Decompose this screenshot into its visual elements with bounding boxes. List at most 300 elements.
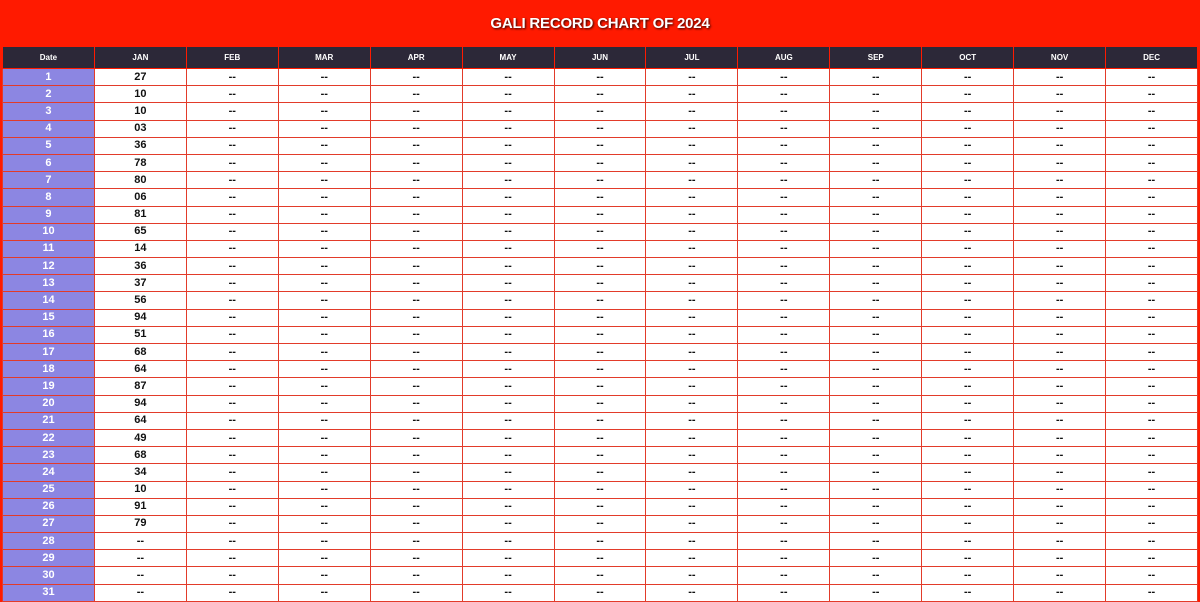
result-cell-feb: --	[186, 498, 278, 515]
table-row	[3, 189, 1198, 206]
result-cell-jul: --	[646, 498, 738, 515]
result-cell-mar: --	[278, 481, 370, 498]
result-cell-mar: --	[278, 172, 370, 189]
table-row	[3, 344, 1198, 361]
result-cell-aug: --	[738, 69, 830, 86]
result-cell-dec: --	[1106, 223, 1198, 240]
result-cell-may: --	[462, 223, 554, 240]
result-cell-may: --	[462, 275, 554, 292]
result-cell-oct: --	[922, 137, 1014, 154]
table-row	[3, 258, 1198, 275]
column-header-dec: DEC	[1106, 47, 1198, 69]
result-cell-jan: 65	[94, 223, 186, 240]
table-row	[3, 69, 1198, 86]
result-cell-may: --	[462, 412, 554, 429]
result-cell-feb: --	[186, 309, 278, 326]
result-cell-sep: --	[830, 515, 922, 532]
result-cell-sep: --	[830, 481, 922, 498]
result-cell-nov: --	[1014, 189, 1106, 206]
result-cell-oct: --	[922, 309, 1014, 326]
result-cell-jan: 80	[94, 172, 186, 189]
column-header-jan: JAN	[94, 47, 186, 69]
result-cell-aug: --	[738, 86, 830, 103]
result-cell-apr: --	[370, 550, 462, 567]
result-cell-oct: --	[922, 172, 1014, 189]
column-header-mar: MAR	[278, 47, 370, 69]
table-row	[3, 584, 1198, 601]
date-cell: 19	[3, 378, 95, 395]
result-cell-apr: --	[370, 120, 462, 137]
table-row	[3, 378, 1198, 395]
result-cell-jan: 78	[94, 154, 186, 171]
result-cell-jul: --	[646, 120, 738, 137]
result-cell-feb: --	[186, 258, 278, 275]
date-cell: 7	[3, 172, 95, 189]
result-cell-mar: --	[278, 344, 370, 361]
result-cell-aug: --	[738, 326, 830, 343]
result-cell-jul: --	[646, 412, 738, 429]
result-cell-may: --	[462, 69, 554, 86]
result-cell-nov: --	[1014, 309, 1106, 326]
result-cell-jul: --	[646, 464, 738, 481]
result-cell-oct: --	[922, 223, 1014, 240]
result-cell-mar: --	[278, 395, 370, 412]
table-row	[3, 533, 1198, 550]
result-cell-nov: --	[1014, 395, 1106, 412]
result-cell-dec: --	[1106, 309, 1198, 326]
result-cell-jun: --	[554, 223, 646, 240]
result-cell-jan: 81	[94, 206, 186, 223]
result-cell-jul: --	[646, 189, 738, 206]
result-cell-sep: --	[830, 240, 922, 257]
result-cell-mar: --	[278, 154, 370, 171]
result-cell-feb: --	[186, 412, 278, 429]
result-cell-dec: --	[1106, 361, 1198, 378]
date-cell: 22	[3, 429, 95, 446]
result-cell-nov: --	[1014, 550, 1106, 567]
result-cell-oct: --	[922, 481, 1014, 498]
result-cell-feb: --	[186, 429, 278, 446]
result-cell-apr: --	[370, 275, 462, 292]
result-cell-sep: --	[830, 292, 922, 309]
result-cell-jun: --	[554, 309, 646, 326]
result-cell-nov: --	[1014, 69, 1106, 86]
result-cell-may: --	[462, 137, 554, 154]
result-cell-nov: --	[1014, 258, 1106, 275]
result-cell-feb: --	[186, 275, 278, 292]
table-row	[3, 498, 1198, 515]
result-cell-apr: --	[370, 447, 462, 464]
result-cell-jan: 10	[94, 103, 186, 120]
result-cell-jan: 03	[94, 120, 186, 137]
date-cell: 24	[3, 464, 95, 481]
result-cell-may: --	[462, 120, 554, 137]
result-cell-jan: 10	[94, 481, 186, 498]
result-cell-aug: --	[738, 154, 830, 171]
result-cell-aug: --	[738, 412, 830, 429]
result-cell-mar: --	[278, 240, 370, 257]
result-cell-dec: --	[1106, 292, 1198, 309]
result-cell-mar: --	[278, 498, 370, 515]
result-cell-sep: --	[830, 309, 922, 326]
table-row	[3, 103, 1198, 120]
result-cell-dec: --	[1106, 120, 1198, 137]
result-cell-nov: --	[1014, 275, 1106, 292]
result-cell-feb: --	[186, 103, 278, 120]
result-cell-oct: --	[922, 412, 1014, 429]
result-cell-feb: --	[186, 206, 278, 223]
result-cell-jul: --	[646, 154, 738, 171]
result-cell-apr: --	[370, 223, 462, 240]
result-cell-apr: --	[370, 154, 462, 171]
result-cell-oct: --	[922, 515, 1014, 532]
result-cell-apr: --	[370, 292, 462, 309]
result-cell-jun: --	[554, 206, 646, 223]
result-cell-feb: --	[186, 533, 278, 550]
result-cell-jun: --	[554, 498, 646, 515]
result-cell-jan: 79	[94, 515, 186, 532]
result-cell-apr: --	[370, 515, 462, 532]
result-cell-sep: --	[830, 86, 922, 103]
date-cell: 17	[3, 344, 95, 361]
result-cell-dec: --	[1106, 498, 1198, 515]
result-cell-feb: --	[186, 240, 278, 257]
result-cell-oct: --	[922, 275, 1014, 292]
result-cell-jan: 91	[94, 498, 186, 515]
result-cell-jun: --	[554, 292, 646, 309]
table-row	[3, 223, 1198, 240]
result-cell-aug: --	[738, 292, 830, 309]
result-cell-jun: --	[554, 258, 646, 275]
result-cell-feb: --	[186, 344, 278, 361]
result-cell-dec: --	[1106, 481, 1198, 498]
result-cell-feb: --	[186, 326, 278, 343]
column-header-date: Date	[3, 47, 95, 69]
result-cell-jul: --	[646, 258, 738, 275]
result-cell-jun: --	[554, 154, 646, 171]
result-cell-oct: --	[922, 498, 1014, 515]
result-cell-jul: --	[646, 395, 738, 412]
result-cell-feb: --	[186, 69, 278, 86]
table-row	[3, 137, 1198, 154]
result-cell-sep: --	[830, 412, 922, 429]
result-cell-apr: --	[370, 69, 462, 86]
result-cell-mar: --	[278, 567, 370, 584]
result-cell-dec: --	[1106, 206, 1198, 223]
result-cell-may: --	[462, 481, 554, 498]
table-row	[3, 120, 1198, 137]
result-cell-may: --	[462, 309, 554, 326]
result-cell-jun: --	[554, 429, 646, 446]
result-cell-may: --	[462, 258, 554, 275]
result-cell-nov: --	[1014, 584, 1106, 601]
result-cell-sep: --	[830, 275, 922, 292]
result-cell-aug: --	[738, 189, 830, 206]
result-cell-dec: --	[1106, 412, 1198, 429]
result-cell-may: --	[462, 361, 554, 378]
table-row	[3, 429, 1198, 446]
result-cell-jan: 94	[94, 309, 186, 326]
result-cell-feb: --	[186, 515, 278, 532]
result-cell-feb: --	[186, 378, 278, 395]
result-cell-oct: --	[922, 567, 1014, 584]
result-cell-feb: --	[186, 361, 278, 378]
result-cell-mar: --	[278, 69, 370, 86]
table-header	[3, 47, 1198, 69]
result-cell-aug: --	[738, 395, 830, 412]
table-row	[3, 309, 1198, 326]
result-cell-jun: --	[554, 275, 646, 292]
result-cell-apr: --	[370, 172, 462, 189]
result-cell-dec: --	[1106, 258, 1198, 275]
date-cell: 14	[3, 292, 95, 309]
result-cell-aug: --	[738, 533, 830, 550]
result-cell-feb: --	[186, 567, 278, 584]
result-cell-apr: --	[370, 395, 462, 412]
result-cell-dec: --	[1106, 533, 1198, 550]
result-cell-mar: --	[278, 292, 370, 309]
result-cell-jan: 36	[94, 258, 186, 275]
result-cell-apr: --	[370, 481, 462, 498]
result-cell-jul: --	[646, 515, 738, 532]
result-cell-apr: --	[370, 533, 462, 550]
result-cell-jan: 87	[94, 378, 186, 395]
result-cell-nov: --	[1014, 429, 1106, 446]
result-cell-nov: --	[1014, 481, 1106, 498]
result-cell-jul: --	[646, 292, 738, 309]
result-cell-aug: --	[738, 309, 830, 326]
result-cell-sep: --	[830, 69, 922, 86]
table-row	[3, 86, 1198, 103]
date-cell: 11	[3, 240, 95, 257]
result-cell-oct: --	[922, 292, 1014, 309]
table-row	[3, 412, 1198, 429]
table-row	[3, 481, 1198, 498]
result-cell-dec: --	[1106, 326, 1198, 343]
result-cell-jun: --	[554, 69, 646, 86]
result-cell-may: --	[462, 584, 554, 601]
result-cell-dec: --	[1106, 86, 1198, 103]
date-cell: 30	[3, 567, 95, 584]
result-cell-apr: --	[370, 240, 462, 257]
result-cell-jan: 64	[94, 361, 186, 378]
result-cell-oct: --	[922, 258, 1014, 275]
result-cell-mar: --	[278, 206, 370, 223]
result-cell-jun: --	[554, 120, 646, 137]
result-cell-dec: --	[1106, 378, 1198, 395]
result-cell-jan: 14	[94, 240, 186, 257]
column-header-oct: OCT	[922, 47, 1014, 69]
result-cell-jan: --	[94, 550, 186, 567]
result-cell-jun: --	[554, 326, 646, 343]
result-cell-sep: --	[830, 172, 922, 189]
result-cell-mar: --	[278, 326, 370, 343]
result-cell-dec: --	[1106, 172, 1198, 189]
result-cell-may: --	[462, 154, 554, 171]
result-cell-nov: --	[1014, 137, 1106, 154]
result-cell-dec: --	[1106, 584, 1198, 601]
result-cell-dec: --	[1106, 275, 1198, 292]
result-cell-apr: --	[370, 498, 462, 515]
result-cell-sep: --	[830, 395, 922, 412]
result-cell-jul: --	[646, 447, 738, 464]
result-cell-sep: --	[830, 550, 922, 567]
table-row	[3, 172, 1198, 189]
result-cell-sep: --	[830, 429, 922, 446]
result-cell-nov: --	[1014, 498, 1106, 515]
result-cell-feb: --	[186, 550, 278, 567]
result-cell-may: --	[462, 550, 554, 567]
result-cell-nov: --	[1014, 172, 1106, 189]
result-cell-apr: --	[370, 137, 462, 154]
date-cell: 27	[3, 515, 95, 532]
result-cell-nov: --	[1014, 515, 1106, 532]
result-cell-jun: --	[554, 515, 646, 532]
result-cell-oct: --	[922, 86, 1014, 103]
result-cell-aug: --	[738, 223, 830, 240]
result-cell-oct: --	[922, 103, 1014, 120]
result-cell-jul: --	[646, 533, 738, 550]
result-cell-jul: --	[646, 344, 738, 361]
date-cell: 29	[3, 550, 95, 567]
date-cell: 3	[3, 103, 95, 120]
result-cell-may: --	[462, 103, 554, 120]
result-cell-jan: --	[94, 567, 186, 584]
result-cell-dec: --	[1106, 137, 1198, 154]
result-cell-apr: --	[370, 86, 462, 103]
result-cell-nov: --	[1014, 447, 1106, 464]
result-cell-jun: --	[554, 189, 646, 206]
result-cell-mar: --	[278, 550, 370, 567]
result-cell-jun: --	[554, 584, 646, 601]
table-row	[3, 361, 1198, 378]
result-cell-jul: --	[646, 550, 738, 567]
result-cell-aug: --	[738, 361, 830, 378]
result-cell-feb: --	[186, 137, 278, 154]
result-cell-mar: --	[278, 447, 370, 464]
result-cell-sep: --	[830, 326, 922, 343]
result-cell-sep: --	[830, 344, 922, 361]
result-cell-may: --	[462, 447, 554, 464]
result-cell-jan: --	[94, 533, 186, 550]
result-cell-apr: --	[370, 429, 462, 446]
date-cell: 26	[3, 498, 95, 515]
result-cell-aug: --	[738, 103, 830, 120]
result-cell-nov: --	[1014, 326, 1106, 343]
result-cell-dec: --	[1106, 395, 1198, 412]
result-cell-may: --	[462, 567, 554, 584]
result-cell-mar: --	[278, 275, 370, 292]
result-cell-jun: --	[554, 378, 646, 395]
date-cell: 5	[3, 137, 95, 154]
result-cell-oct: --	[922, 154, 1014, 171]
result-cell-jun: --	[554, 361, 646, 378]
result-cell-oct: --	[922, 206, 1014, 223]
result-cell-jul: --	[646, 275, 738, 292]
result-cell-jan: 27	[94, 69, 186, 86]
result-cell-oct: --	[922, 533, 1014, 550]
result-cell-nov: --	[1014, 120, 1106, 137]
result-cell-dec: --	[1106, 103, 1198, 120]
date-cell: 8	[3, 189, 95, 206]
result-cell-feb: --	[186, 223, 278, 240]
result-cell-aug: --	[738, 258, 830, 275]
result-cell-nov: --	[1014, 567, 1106, 584]
result-cell-dec: --	[1106, 69, 1198, 86]
result-cell-oct: --	[922, 189, 1014, 206]
date-cell: 31	[3, 584, 95, 601]
result-cell-jun: --	[554, 86, 646, 103]
result-cell-jul: --	[646, 86, 738, 103]
result-cell-jun: --	[554, 240, 646, 257]
column-header-feb: FEB	[186, 47, 278, 69]
result-cell-mar: --	[278, 533, 370, 550]
result-cell-jul: --	[646, 326, 738, 343]
result-cell-aug: --	[738, 567, 830, 584]
result-cell-mar: --	[278, 86, 370, 103]
result-cell-may: --	[462, 240, 554, 257]
result-cell-jun: --	[554, 344, 646, 361]
result-cell-may: --	[462, 86, 554, 103]
result-cell-mar: --	[278, 412, 370, 429]
result-cell-sep: --	[830, 584, 922, 601]
result-cell-aug: --	[738, 429, 830, 446]
result-cell-jun: --	[554, 567, 646, 584]
result-cell-aug: --	[738, 481, 830, 498]
result-cell-sep: --	[830, 378, 922, 395]
result-cell-aug: --	[738, 206, 830, 223]
table-row	[3, 447, 1198, 464]
result-cell-jul: --	[646, 172, 738, 189]
result-cell-nov: --	[1014, 292, 1106, 309]
date-cell: 21	[3, 412, 95, 429]
result-cell-jul: --	[646, 223, 738, 240]
result-cell-may: --	[462, 429, 554, 446]
date-cell: 9	[3, 206, 95, 223]
result-cell-nov: --	[1014, 464, 1106, 481]
date-cell: 23	[3, 447, 95, 464]
result-cell-nov: --	[1014, 378, 1106, 395]
result-cell-jul: --	[646, 309, 738, 326]
result-cell-apr: --	[370, 584, 462, 601]
result-cell-sep: --	[830, 223, 922, 240]
result-cell-sep: --	[830, 137, 922, 154]
result-cell-oct: --	[922, 395, 1014, 412]
result-cell-oct: --	[922, 120, 1014, 137]
result-cell-oct: --	[922, 447, 1014, 464]
result-cell-may: --	[462, 395, 554, 412]
result-cell-jun: --	[554, 447, 646, 464]
result-cell-mar: --	[278, 258, 370, 275]
result-cell-may: --	[462, 292, 554, 309]
result-cell-feb: --	[186, 481, 278, 498]
column-header-aug: AUG	[738, 47, 830, 69]
result-cell-jul: --	[646, 206, 738, 223]
result-cell-aug: --	[738, 464, 830, 481]
result-cell-nov: --	[1014, 412, 1106, 429]
result-cell-jul: --	[646, 69, 738, 86]
result-cell-feb: --	[186, 292, 278, 309]
result-cell-jun: --	[554, 412, 646, 429]
result-cell-sep: --	[830, 361, 922, 378]
result-cell-mar: --	[278, 309, 370, 326]
result-cell-dec: --	[1106, 240, 1198, 257]
result-cell-apr: --	[370, 103, 462, 120]
result-cell-oct: --	[922, 584, 1014, 601]
result-cell-oct: --	[922, 344, 1014, 361]
header-row	[3, 47, 1198, 69]
table-row	[3, 515, 1198, 532]
